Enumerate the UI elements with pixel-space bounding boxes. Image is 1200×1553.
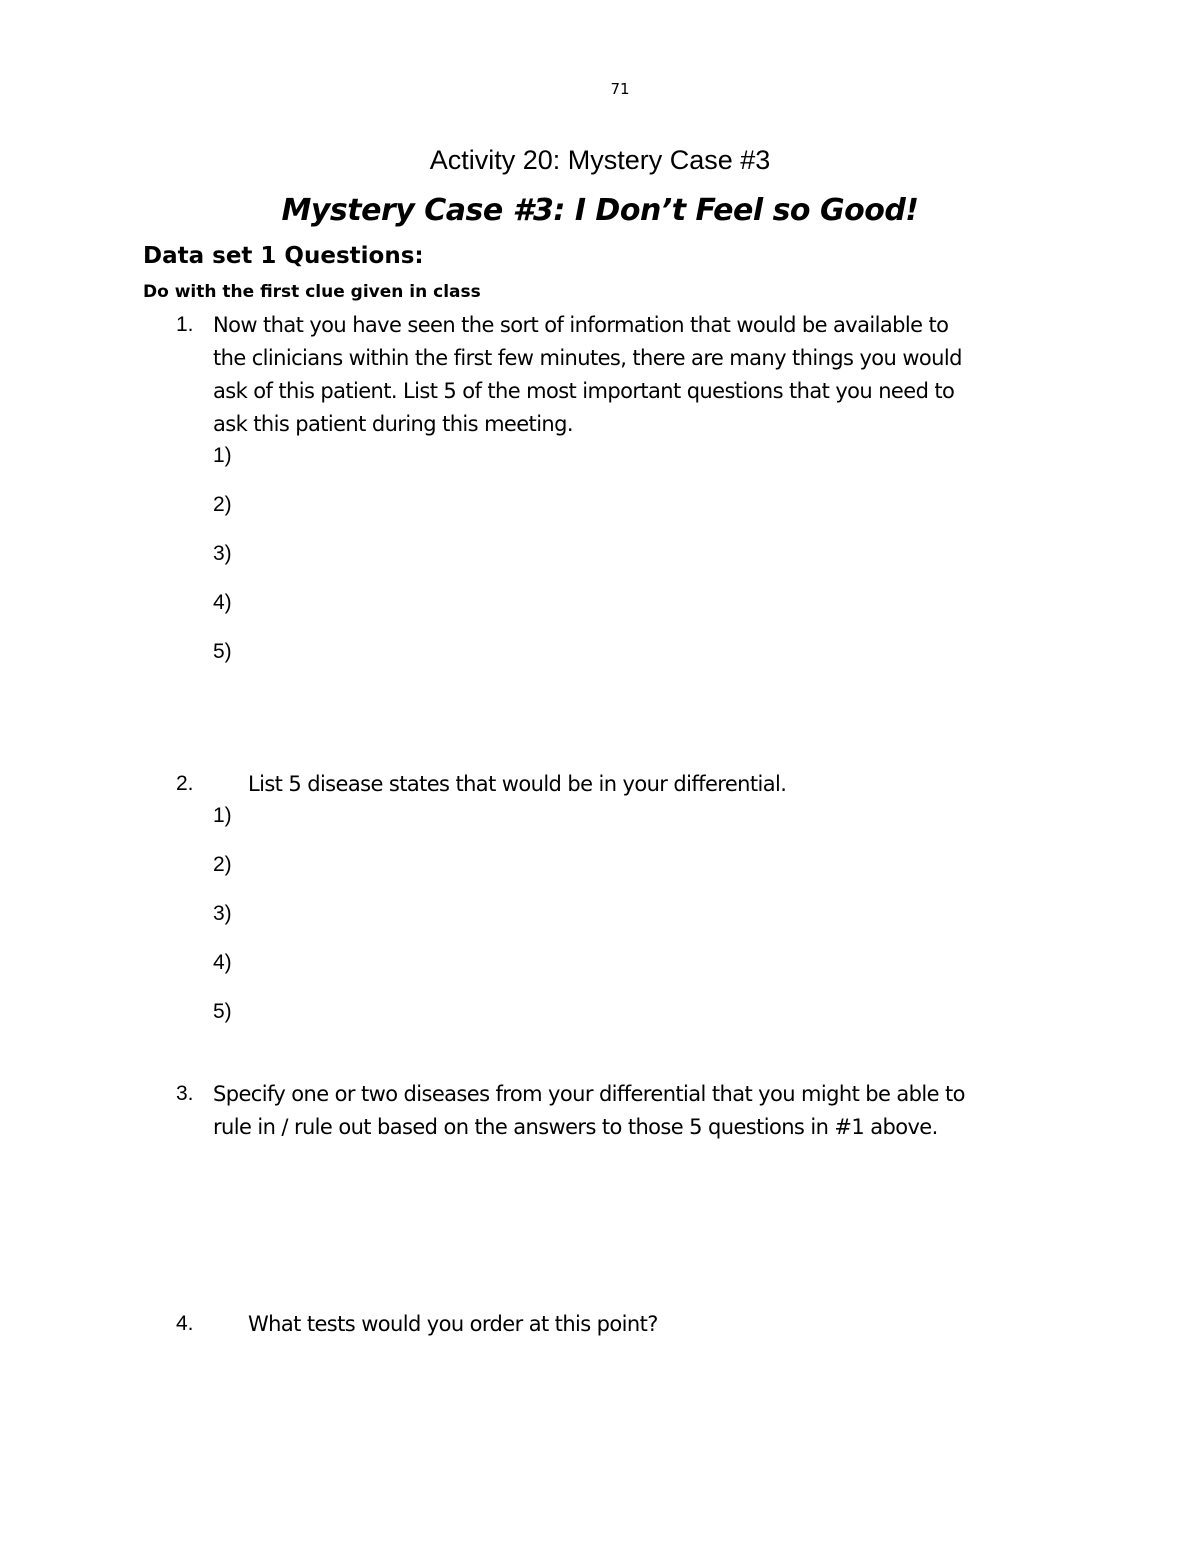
question-1-answer-3: 3) xyxy=(213,542,232,565)
question-3-line: rule in / rule out based on the answers to those 5 questions in #1 above. xyxy=(213,1115,938,1139)
question-2-answer-1: 1) xyxy=(213,804,232,827)
question-1-text xyxy=(213,309,962,441)
question-2-answer-3: 3) xyxy=(213,902,232,925)
question-2-text xyxy=(248,768,786,801)
section-subheading: Do with the first clue given in class xyxy=(143,282,481,302)
question-3-line: Specify one or two diseases from your differential that you might be able to xyxy=(213,1082,965,1106)
question-2-line: List 5 disease states that would be in your differential. xyxy=(248,772,787,796)
question-1-line: the clinicians within the first few minutes, there are many things you would xyxy=(213,346,962,370)
question-1-answer-1: 1) xyxy=(213,444,232,467)
question-1-line: ask this patient during this meeting. xyxy=(213,412,573,436)
question-2-answer-5: 5) xyxy=(213,1000,232,1023)
section-heading: Data set 1 Questions: xyxy=(143,243,424,269)
question-4-line: What tests would you order at this point? xyxy=(248,1312,658,1336)
question-2-answer-4: 4) xyxy=(213,951,232,974)
question-4-number: 4. xyxy=(176,1312,194,1335)
question-1-number: 1. xyxy=(176,313,194,336)
question-2-answer-2: 2) xyxy=(213,853,232,876)
question-1-answer-5: 5) xyxy=(213,640,232,663)
question-3-number: 3. xyxy=(176,1082,194,1105)
page-number: 71 xyxy=(610,80,630,98)
question-1-answer-4: 4) xyxy=(213,591,232,614)
question-3-text xyxy=(213,1078,965,1144)
question-1-line: ask of this patient. List 5 of the most important questions that you need to xyxy=(213,379,955,403)
question-1-answer-2: 2) xyxy=(213,493,232,516)
question-4-text xyxy=(248,1308,658,1341)
question-1-line: Now that you have seen the sort of information that would be available to xyxy=(213,313,949,337)
case-title: Mystery Case #3: I Don’t Feel so Good! xyxy=(281,193,919,228)
question-2-number: 2. xyxy=(176,772,194,795)
activity-title: Activity 20: Mystery Case #3 xyxy=(429,145,771,175)
